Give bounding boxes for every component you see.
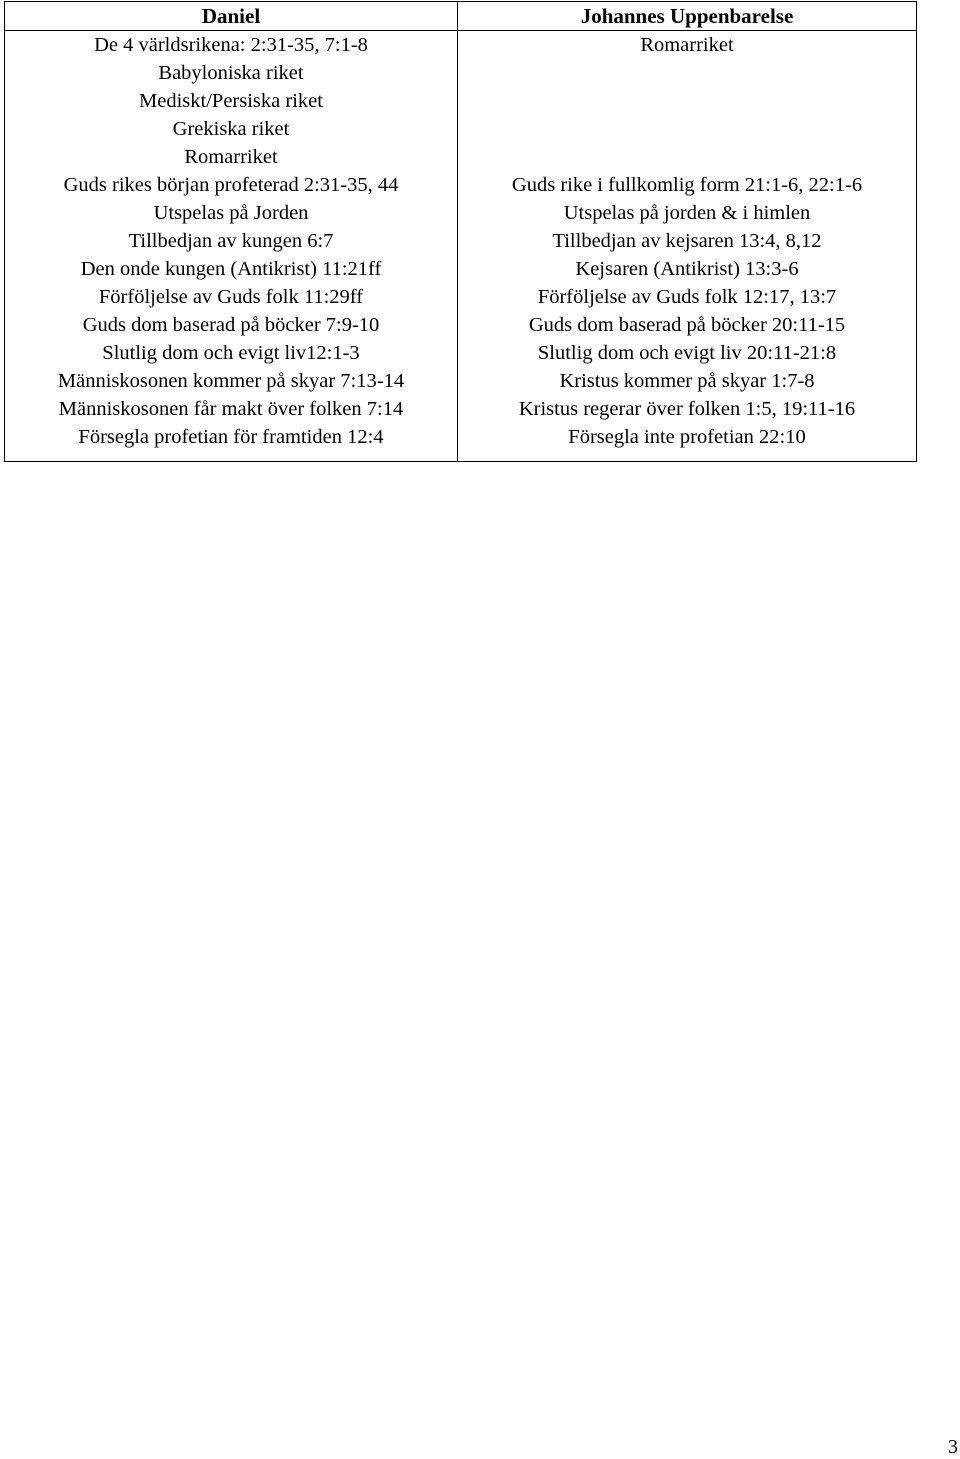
daniel-line: Försegla profetian för framtiden 12:4: [78, 426, 384, 448]
revelation-line: Guds dom baserad på böcker 20:11-15: [528, 314, 846, 336]
daniel-column: [5, 31, 458, 462]
daniel-line: Babyloniska riket: [158, 62, 304, 84]
revelation-line: Kristus regerar över folken 1:5, 19:11-16: [518, 398, 856, 420]
page-number: 3: [948, 1436, 958, 1458]
daniel-line: Guds rikes början profeterad 2:31-35, 44: [63, 174, 399, 196]
daniel-line: De 4 världsrikena: 2:31-35, 7:1-8: [94, 34, 368, 56]
daniel-line: Guds dom baserad på böcker 7:9-10: [82, 314, 380, 336]
revelation-line: Slutlig dom och evigt liv 20:11-21:8: [537, 342, 837, 364]
daniel-header: Daniel: [5, 2, 458, 31]
revelation-line: [458, 115, 916, 143]
revelation-line: [458, 59, 916, 87]
revelation-line: Förföljelse av Guds folk 12:17, 13:7: [537, 286, 837, 308]
revelation-line: [458, 143, 916, 171]
daniel-line: Utspelas på Jorden: [153, 202, 309, 224]
daniel-line: Slutlig dom och evigt liv12:1-3: [102, 342, 360, 364]
revelation-line: Romarriket: [640, 34, 734, 56]
revelation-column: [458, 31, 917, 462]
daniel-line: Förföljelse av Guds folk 11:29ff: [98, 286, 364, 308]
daniel-line: Människosonen kommer på skyar 7:13-14: [57, 370, 405, 392]
daniel-line: Romarriket: [184, 146, 278, 168]
revelation-line: Kristus kommer på skyar 1:7-8: [559, 370, 815, 392]
revelation-line: Kejsaren (Antikrist) 13:3-6: [575, 258, 799, 280]
comparison-table: [4, 1, 917, 462]
daniel-line: Den onde kungen (Antikrist) 11:21ff: [80, 258, 382, 280]
table-header-row: [5, 2, 917, 31]
daniel-line: Människosonen får makt över folken 7:14: [58, 398, 404, 420]
daniel-line: Tillbedjan av kungen 6:7: [128, 230, 334, 252]
revelation-line: Utspelas på jorden & i himlen: [563, 202, 811, 224]
revelation-header: Johannes Uppenbarelse: [458, 2, 917, 31]
revelation-line: [458, 87, 916, 115]
table-body-row: [5, 31, 917, 462]
daniel-line: Grekiska riket: [172, 118, 290, 140]
revelation-line: Tillbedjan av kejsaren 13:4, 8,12: [552, 230, 822, 252]
revelation-line: Guds rike i fullkomlig form 21:1-6, 22:1-6: [511, 174, 863, 196]
daniel-line: Mediskt/Persiska riket: [139, 90, 323, 112]
revelation-line: Försegla inte profetian 22:10: [568, 426, 806, 448]
